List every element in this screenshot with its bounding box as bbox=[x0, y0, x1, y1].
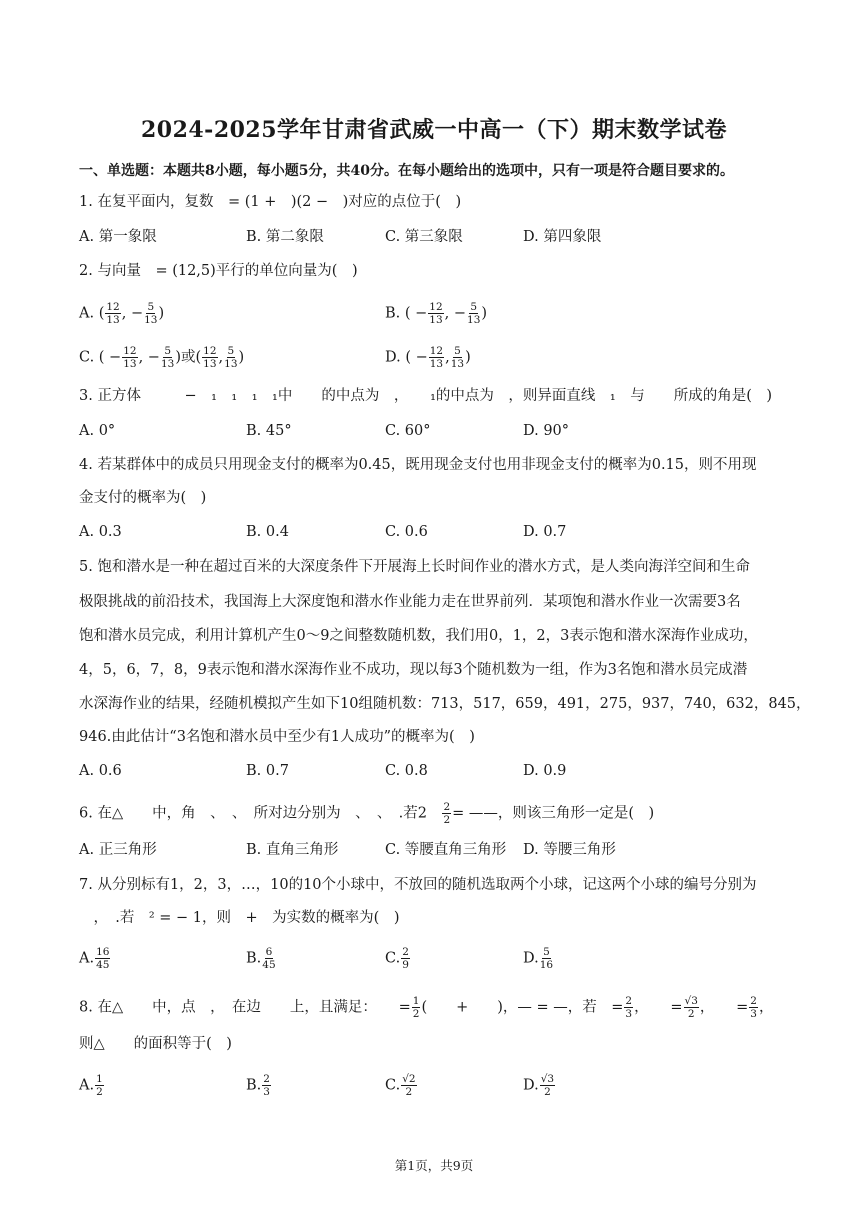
question-1-stem: 1. 在复平面内，复数 = (1 + )(2 − )对应的点位于( ) bbox=[79, 194, 462, 210]
q2-option-d: D. ( − $\frac{12}{13}$ , $\frac{5}{13}$ ) bbox=[385, 345, 471, 370]
question-5-line-2: 极限挑战的前沿技术，我国海上大深度饱和潜水作业能力走在世界前列．某项饱和潜水作业一次需要3名 bbox=[79, 594, 741, 610]
question-8-line-1: 8. 在△ 中，点 ， 在边 上，且满足： = $\frac{1}{2}$ ( + )，— = —，若 = $\frac{2}{3}$ ， = $\frac{√3}{2}$ ， = $\frac{2}{3}$ ， bbox=[79, 995, 774, 1020]
q4-option-b: B. 0.4 bbox=[246, 524, 289, 540]
q1-option-c: C. 第三象限 bbox=[385, 229, 463, 245]
q6-option-b: B. 直角三角形 bbox=[246, 842, 339, 858]
q5-option-c: C. 0.8 bbox=[385, 763, 428, 779]
q7-option-a: A. $\frac{16}{45}$ bbox=[79, 946, 110, 971]
q4-option-d: D. 0.7 bbox=[523, 524, 567, 540]
question-4-line-2: 金支付的概率为( ) bbox=[79, 490, 207, 506]
q5-option-d: D. 0.9 bbox=[523, 763, 567, 779]
question-8-line-2: 则△ 的面积等于( ) bbox=[79, 1036, 232, 1052]
q8-option-b: B. $\frac{2}{3}$ bbox=[246, 1073, 270, 1098]
exam-title: 2024-2025学年甘肃省武威一中高一（下）期末数学试卷 bbox=[140, 117, 728, 143]
q3-option-a: A. 0° bbox=[79, 423, 116, 439]
q4-option-c: C. 0.6 bbox=[385, 524, 428, 540]
question-5-line-3: 饱和潜水员完成，利用计算机产生0～9之间整数随机数，我们用0，1，2，3表示饱和潜水深海作业成功， bbox=[79, 628, 758, 644]
q3-option-d: D. 90° bbox=[523, 423, 570, 439]
q1-option-b: B. 第二象限 bbox=[246, 229, 324, 245]
question-5-line-5: 水深海作业的结果，经随机模拟产生如下10组随机数：713，517，659，491，275，937，740，632，845， bbox=[79, 696, 811, 712]
q8-option-d: D. $\frac{√3}{2}$ bbox=[523, 1073, 555, 1098]
q7-option-d: D. $\frac{5}{16}$ bbox=[523, 946, 554, 971]
section-heading: 一、单选题：本题共8小题，每小题5分，共40分。在每小题给出的选项中，只有一项是符合题目要求的。 bbox=[79, 163, 734, 179]
question-7-line-1: 7. 从分别标有1，2，3，…，10的10个小球中，不放回的随机选取两个小球，记这两个小球的编号分别为 bbox=[79, 877, 757, 893]
q1-option-a: A. 第一象限 bbox=[79, 229, 157, 245]
question-2-stem: 2. 与向量 = (12,5)平行的单位向量为( ) bbox=[79, 263, 358, 279]
q8-option-a: A. $\frac{1}{2}$ bbox=[79, 1073, 103, 1098]
q5-option-b: B. 0.7 bbox=[246, 763, 289, 779]
q3-option-b: B. 45° bbox=[246, 423, 292, 439]
q2-option-b: B. ( − $\frac{12}{13}$ , − $\frac{5}{13}$ ) bbox=[385, 301, 488, 326]
q7-option-c: C. $\frac{2}{9}$ bbox=[385, 946, 409, 971]
q2-option-c: C. ( − $\frac{12}{13}$ , − $\frac{5}{13}$ )或( $\frac{12}{13}$ , $\frac{5}{13}$ ) bbox=[79, 345, 245, 370]
question-5-line-1: 5. 饱和潜水是一种在超过百米的大深度条件下开展海上长时间作业的潜水方式，是人类向海洋空间和生命 bbox=[79, 559, 750, 575]
q6-option-a: A. 正三角形 bbox=[79, 842, 157, 858]
question-4-line-1: 4. 若某群体中的成员只用现金支付的概率为0.45，既用现金支付也用非现金支付的概率为0.15，则不用现 bbox=[79, 457, 757, 473]
q7-option-b: B. $\frac{6}{45}$ bbox=[246, 946, 276, 971]
q8-option-c: C. $\frac{√2}{2}$ bbox=[385, 1073, 416, 1098]
question-6-stem: 6. 在△ 中，角 、 、 所对边分别为 、 、 .若2 $\frac{2}{2}$ = ——，则该三角形一定是( ) bbox=[79, 801, 655, 826]
question-5-line-4: 4，5，6，7，8，9表示饱和潜水深海作业不成功，现以每3个随机数为一组，作为3名饱和潜水员完成潜 bbox=[79, 662, 748, 678]
q5-option-a: A. 0.6 bbox=[79, 763, 122, 779]
q2-option-a: A. ( $\frac{12}{13}$ , − $\frac{5}{13}$ ) bbox=[79, 301, 165, 326]
q4-option-a: A. 0.3 bbox=[79, 524, 122, 540]
question-5-line-6: 946.由此估计“3名饱和潜水员中至少有1人成功”的概率为( ) bbox=[79, 729, 475, 745]
page-footer: 第1页，共9页 bbox=[394, 1158, 474, 1173]
q1-option-d: D. 第四象限 bbox=[523, 229, 602, 245]
question-3-stem: 3. 正方体 − ₁ ₁ ₁ ₁中 的中点为 ， ₁的中点为 ，则异面直线 ₁ 与 所成的角是( ) bbox=[79, 388, 773, 404]
question-7-line-2: ， .若 ² = − 1，则 + 为实数的概率为( ) bbox=[79, 910, 400, 926]
q6-option-c: C. 等腰直角三角形 bbox=[385, 842, 507, 858]
q3-option-c: C. 60° bbox=[385, 423, 431, 439]
q6-option-d: D. 等腰三角形 bbox=[523, 842, 616, 858]
